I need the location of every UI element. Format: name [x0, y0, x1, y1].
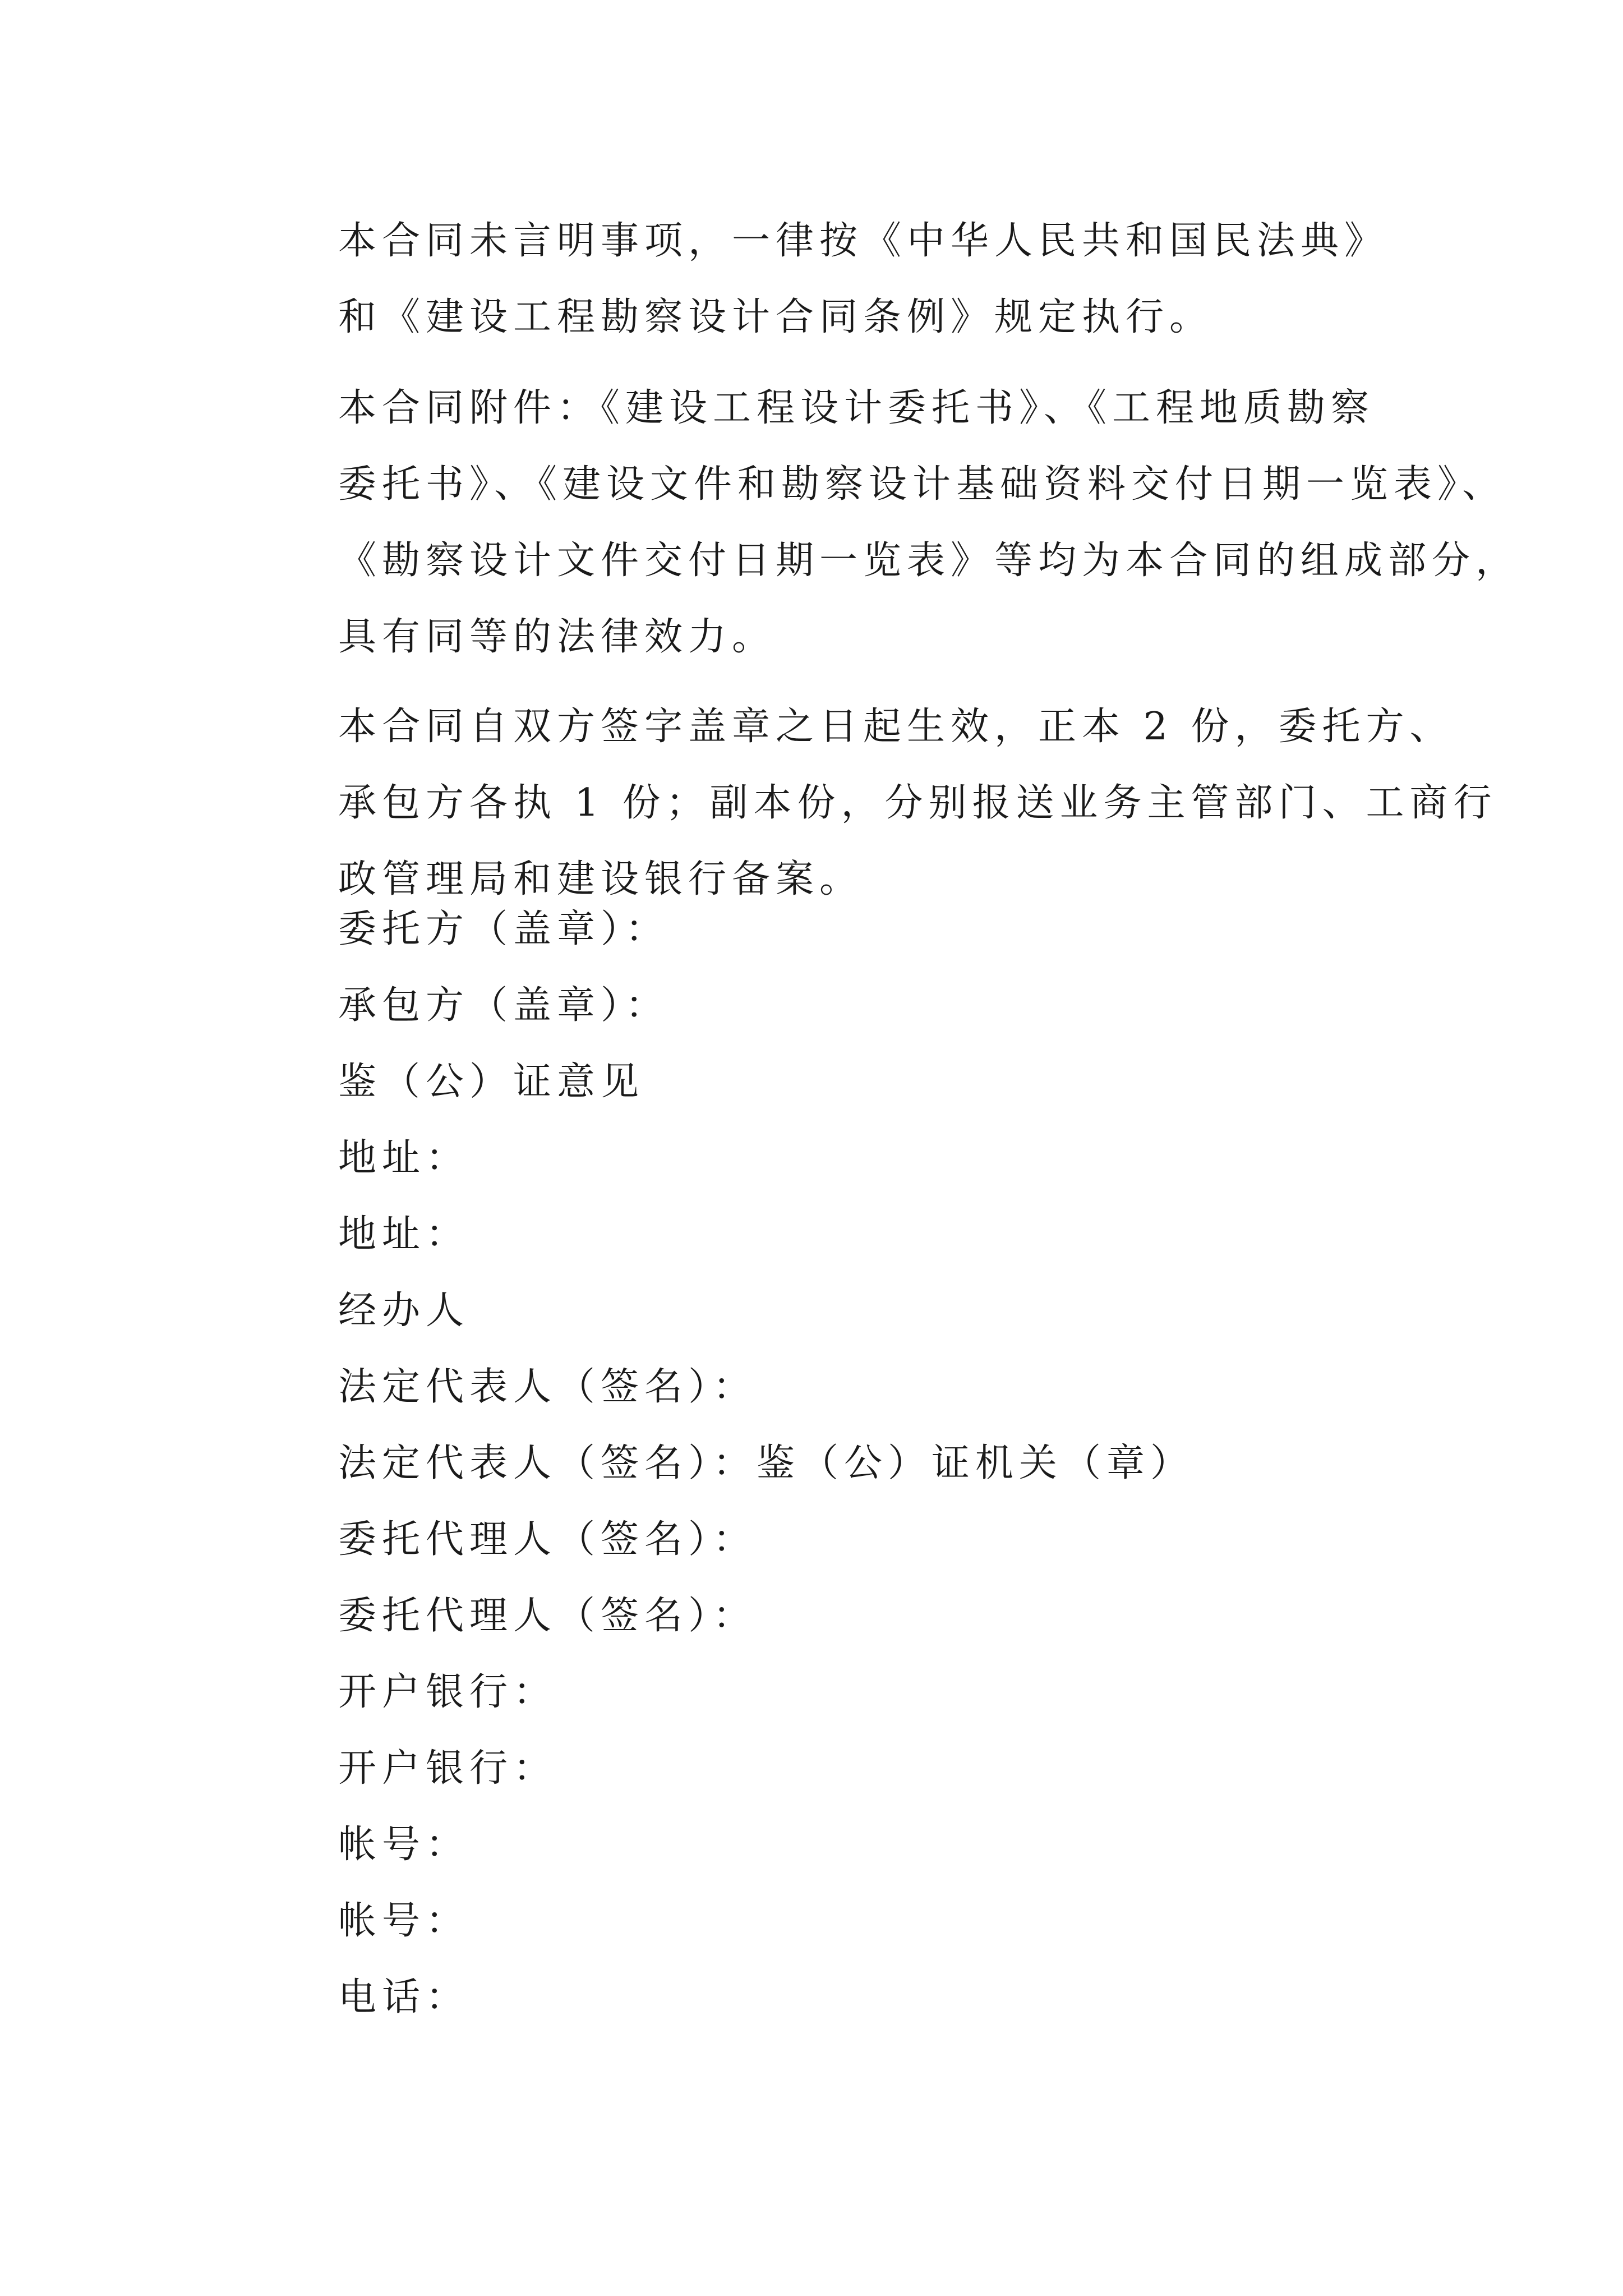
signature-item-handler: 经办人 [338, 1289, 470, 1333]
paragraph-attachments [250, 370, 1520, 675]
signature-item-legal-representative-notary: 法定代表人（签名）：鉴（公）证机关（章） [338, 1441, 1195, 1485]
signature-item-account: 帐号： [338, 1899, 470, 1943]
paragraph-unspecified-matters [250, 203, 1416, 356]
signature-item-notary-opinion: 鉴（公）证意见 [338, 1060, 645, 1104]
paragraph-line: 委托书》、《建设文件和勘察设计基础资料交付日期一览表》、 [338, 462, 1506, 507]
signature-item-account: 帐号： [338, 1823, 470, 1867]
signature-item-bank: 开户银行： [338, 1746, 557, 1791]
paragraph-line: 《勘察设计文件交付日期一览表》等均为本合同的组成部分， [338, 539, 1520, 583]
paragraph-effectiveness [250, 689, 1497, 918]
paragraph-line: 承包方各执 1 份；副本份，分别报送业务主管部门、工商行 [338, 781, 1497, 825]
paragraph-line: 本合同自双方签字盖章之日起生效，正本 2 份，委托方、 [338, 705, 1454, 749]
signature-item-phone: 电话： [338, 1975, 470, 2019]
paragraph-line: 和《建设工程勘察设计合同条例》规定执行。 [338, 295, 1214, 339]
signature-item-address: 地址： [338, 1136, 470, 1180]
signature-item-agent: 委托代理人（签名）： [338, 1517, 757, 1562]
signature-item-contractor-seal: 承包方（盖章）： [338, 983, 670, 1028]
paragraph-line: 本合同未言明事项，一律按《中华人民共和国民法典》 [338, 219, 1389, 263]
paragraph-line: 本合同附件：《建设工程设计委托书》、《工程地质勘察 [338, 386, 1375, 430]
paragraph-line: 具有同等的法律效力。 [338, 615, 776, 659]
signature-item-client-seal: 委托方（盖章）： [338, 907, 670, 951]
signature-item-legal-representative: 法定代表人（签名）： [338, 1365, 757, 1409]
paragraph-line: 政管理局和建设银行备案。 [338, 857, 864, 901]
signature-item-bank: 开户银行： [338, 1670, 557, 1714]
signature-item-agent: 委托代理人（签名）： [338, 1594, 757, 1638]
signature-item-address: 地址： [338, 1212, 470, 1257]
